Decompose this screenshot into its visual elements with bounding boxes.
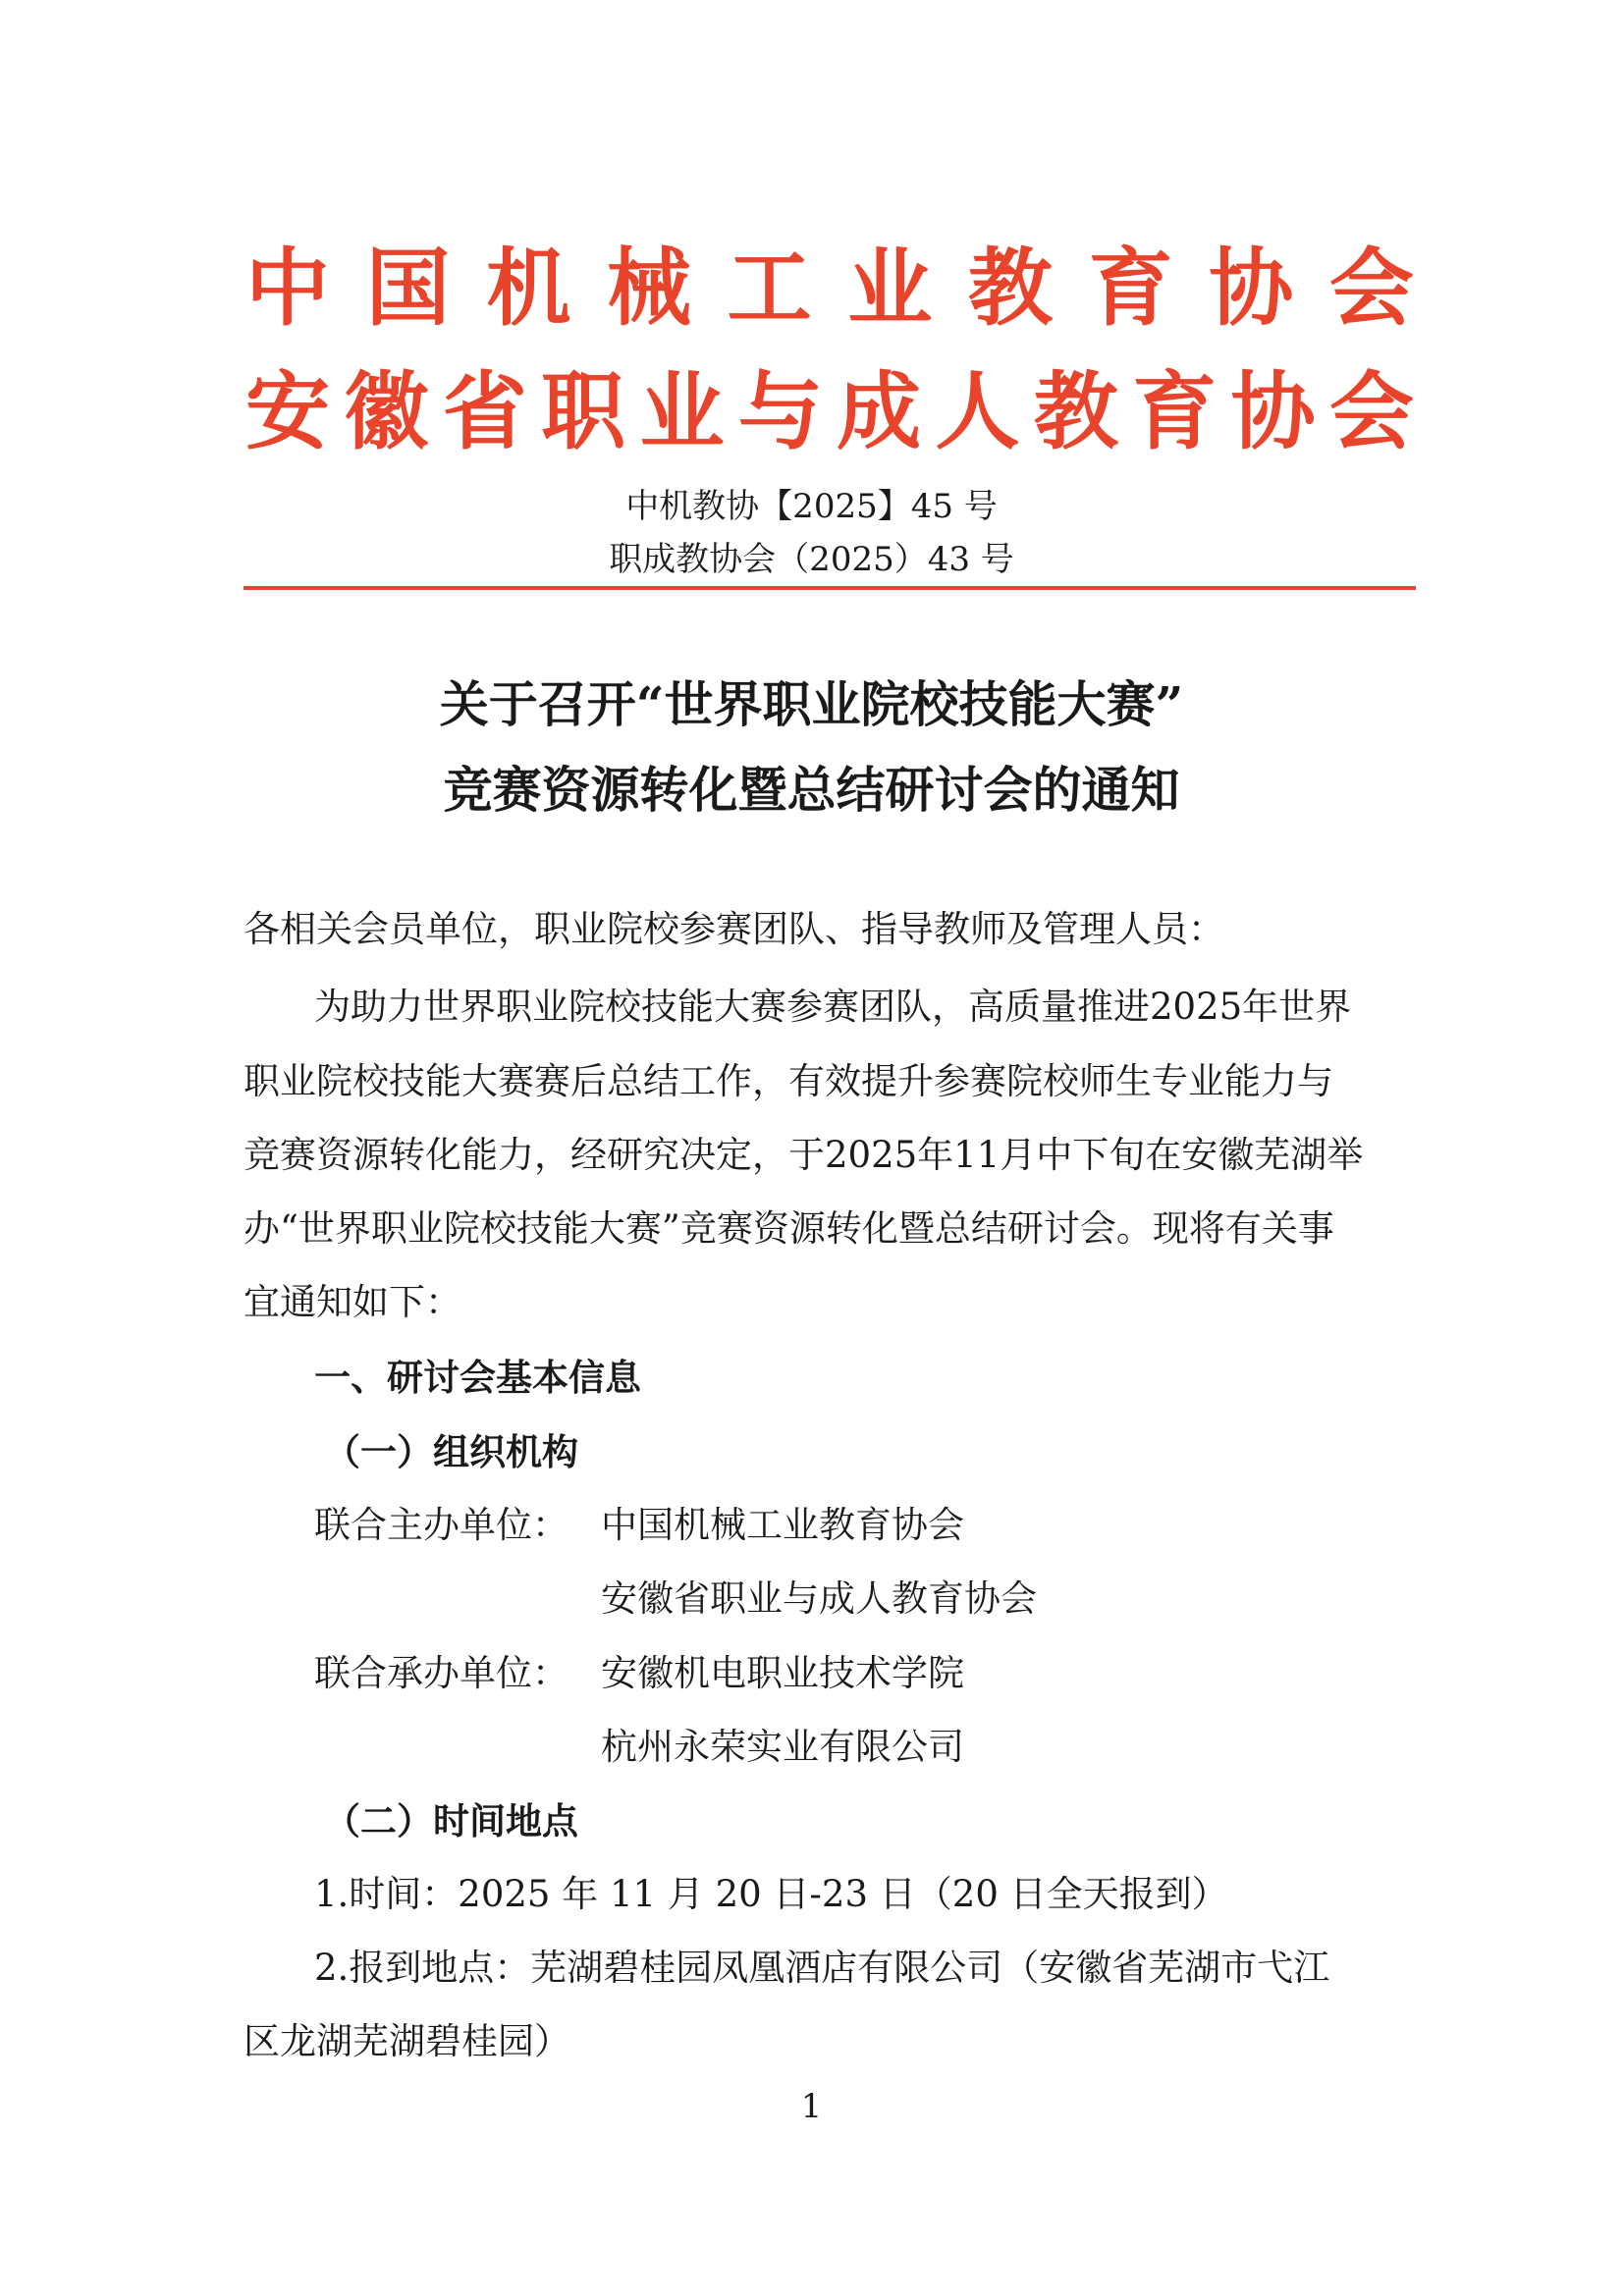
intro-line-3: 竞赛资源转化能力，经研究决定，于2025年11月中下旬在安徽芜湖举 (243, 1134, 1364, 1176)
organizers-label: 联合主办单位： (314, 1504, 568, 1546)
letterhead-char: 械 (606, 239, 691, 338)
document-number-2: 职成教协会（2025）43 号 (609, 540, 1014, 579)
subsection-heading-organizers: （一）组织机构 (324, 1430, 578, 1473)
letterhead-char: 会 (1328, 362, 1414, 461)
letterhead-line-1 (245, 240, 1414, 338)
letterhead-char: 业 (639, 362, 725, 461)
salutation: 各相关会员单位，职业院校参赛团队、指导教师及管理人员： (243, 908, 1224, 950)
organizer-2: 安徽省职业与成人教育协会 (601, 1577, 1037, 1620)
intro-line-4: 办“世界职业院校技能大赛”竞赛资源转化暨总结研讨会。现将有关事 (243, 1207, 1334, 1250)
letterhead-char: 育 (1088, 239, 1173, 338)
letterhead-char: 育 (1132, 362, 1217, 461)
letterhead-char: 人 (935, 362, 1020, 461)
co-organizer-2: 杭州永荣实业有限公司 (601, 1726, 964, 1768)
letterhead-char: 协 (1230, 362, 1316, 461)
letterhead-line-2 (245, 363, 1414, 461)
intro-line-5: 宜通知如下： (243, 1281, 461, 1323)
letterhead-char: 业 (847, 239, 933, 338)
letterhead-char: 徽 (344, 362, 429, 461)
intro-line-1: 为助力世界职业院校技能大赛参赛团队，高质量推进2025年世界 (314, 986, 1352, 1028)
notice-title-line-1: 关于召开“世界职业院校技能大赛” (439, 675, 1184, 733)
red-divider (243, 586, 1416, 590)
letterhead-char: 安 (245, 362, 330, 461)
co-organizers-label: 联合承办单位： (314, 1652, 568, 1694)
section-heading-1: 一、研讨会基本信息 (314, 1356, 641, 1399)
letterhead-char: 与 (737, 362, 823, 461)
letterhead-char: 成 (837, 362, 922, 461)
page-number: 1 (800, 2087, 823, 2126)
notice-title-line-2: 竞赛资源转化暨总结研讨会的通知 (443, 761, 1180, 819)
co-organizer-1: 安徽机电职业技术学院 (601, 1652, 964, 1694)
letterhead-char: 工 (727, 239, 812, 338)
intro-line-2: 职业院校技能大赛赛后总结工作，有效提升参赛院校师生专业能力与 (243, 1060, 1333, 1102)
location-line-1: 2.报到地点：芜湖碧桂园凤凰酒店有限公司（安徽省芜湖市弋江 (314, 1947, 1330, 1989)
subsection-heading-time-location: （二）时间地点 (324, 1799, 578, 1842)
letterhead-char: 教 (967, 239, 1053, 338)
letterhead-char: 教 (1033, 362, 1118, 461)
letterhead-char: 省 (442, 362, 527, 461)
letterhead-char: 会 (1328, 239, 1414, 338)
location-line-2: 区龙湖芜湖碧桂园） (243, 2020, 570, 2062)
letterhead-char: 中 (245, 239, 330, 338)
letterhead-char: 机 (486, 239, 571, 338)
document-number-1: 中机教协【2025】45 号 (625, 487, 998, 526)
organizer-1: 中国机械工业教育协会 (601, 1504, 964, 1546)
time-line: 1.时间：2025 年 11 月 20 日-23 日（20 日全天报到） (314, 1873, 1228, 1915)
letterhead-char: 国 (365, 239, 451, 338)
letterhead-char: 职 (541, 362, 626, 461)
letterhead-char: 协 (1209, 239, 1294, 338)
